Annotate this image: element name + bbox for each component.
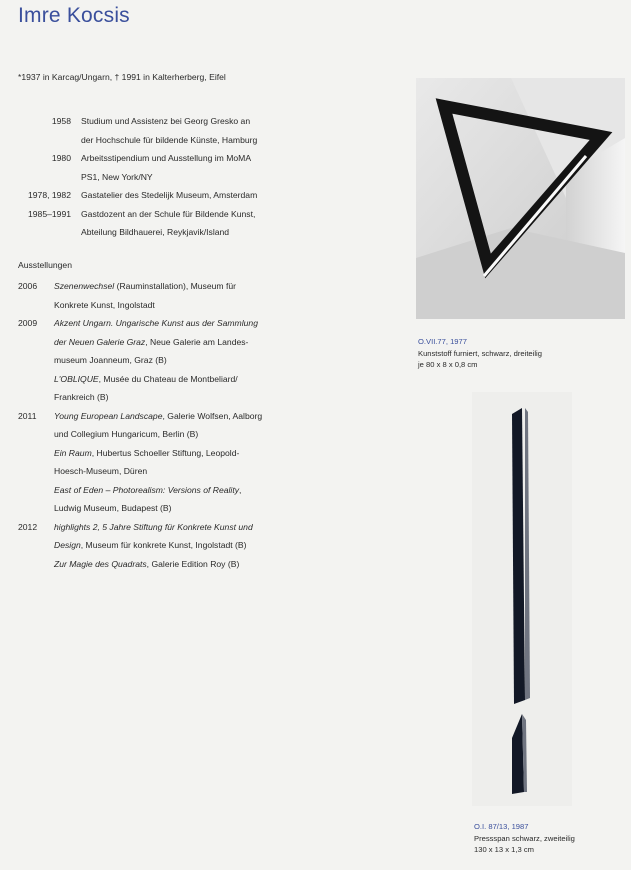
exhibition-title: Ein Raum (54, 447, 92, 458)
artwork-material: Kunststoff furniert, schwarz, dreiteilig (418, 348, 542, 358)
exhibition-line (54, 518, 338, 537)
exhibition-line (54, 499, 338, 518)
exhibition-detail: , Musée du Chateau de Montbeliard/ (98, 373, 238, 384)
bio-entry (18, 205, 338, 242)
bio-line: Gastatelier des Stedelijk Museum, Amsterdam (81, 190, 258, 200)
bio-line: Arbeitsstipendium und Ausstellung im MoMA (81, 153, 252, 163)
bio-year: 1980 (51, 153, 71, 163)
exhibition-title: Young European Landscape (54, 410, 163, 421)
exhibition-title: highlights 2, 5 Jahre Stiftung für Konkrete Kunst und (54, 521, 253, 532)
artwork-dimensions: 130 x 13 x 1,3 cm (474, 845, 534, 854)
exhibition-entry (18, 277, 338, 314)
exhibition-line (54, 388, 338, 407)
exhibition-title: L'OBLIQUE (54, 373, 99, 384)
bio-year: 1985–1991 (27, 208, 71, 219)
exhibitions-list (18, 277, 338, 573)
exhibition-line (54, 314, 338, 333)
bio-year: 1978, 1982 (27, 190, 71, 200)
exhibition-detail: , Museum für konkrete Kunst, Ingolstadt (B) (80, 540, 247, 550)
bio-line: der Hochschule für bildende Künste, Hamburg (81, 134, 258, 145)
exhibition-year: 2009 (18, 318, 38, 328)
exhibition-entry (18, 314, 338, 407)
exhibition-line (54, 481, 338, 500)
exhibition-detail: , (239, 484, 242, 495)
artwork-ref: O.I. 87/13, 1987 (474, 822, 529, 831)
bio-text (81, 205, 338, 242)
artwork-photo-bars (472, 392, 572, 806)
exhibition-detail: und Collegium Hungaricum, Berlin (B) (54, 429, 199, 439)
exhibition-detail: , Hubertus Schoeller Stiftung, Leopold- (91, 447, 240, 458)
exhibition-title: Akzent Ungarn. Ungarische Kunst aus der Sammlung (54, 318, 258, 328)
exhibition-line (54, 555, 338, 574)
bio-text (81, 149, 338, 186)
exhibition-title: Zur Magie des Quadrats (54, 558, 147, 569)
exhibition-entry (18, 407, 338, 518)
exhibition-title: Design (54, 540, 81, 550)
artwork-ref: O.VII.77, 1977 (418, 337, 467, 346)
bio-text (81, 186, 338, 205)
birth-line: *1937 in Karcag/Ungarn, † 1991 in Kalterherberg, Eifel (18, 72, 226, 82)
exhibition-year: 2011 (18, 410, 37, 421)
bio-entry (18, 186, 338, 205)
exhibition-line (54, 333, 338, 352)
exhibition-detail: museum Joanneum, Graz (B) (54, 355, 167, 365)
exhibition-detail: , Galerie Edition Roy (B) (146, 558, 240, 569)
bio-line: Abteilung Bildhauerei, Reykjavik/Island (81, 227, 230, 237)
bio-year: 1958 (51, 116, 71, 126)
exhibition-detail: Konkrete Kunst, Ingolstadt (54, 299, 155, 310)
bio-line: Gastdozent an der Schule für Bildende Kunst, (81, 208, 256, 219)
exhibition-line (54, 407, 338, 426)
artwork-material: Pressspan schwarz, zweiteilig (474, 833, 575, 843)
exhibition-line (54, 536, 338, 555)
exhibition-line (54, 351, 338, 370)
page-title: Imre Kocsis (18, 4, 130, 27)
bio-text (81, 112, 338, 149)
exhibition-title: East of Eden – Photorealism: Versions of Reality (54, 484, 240, 495)
exhibition-detail: (Rauminstallation), Museum für (114, 281, 236, 291)
exhibition-line (54, 277, 338, 296)
artwork-caption-2 (474, 821, 575, 856)
exhibition-detail: Frankreich (B) (54, 392, 109, 402)
bio-entry (18, 149, 338, 186)
exhibition-line (54, 462, 338, 481)
bio-entry (18, 112, 338, 149)
exhibition-year: 2006 (18, 281, 38, 291)
exhibition-line (54, 444, 338, 463)
exhibition-detail: Hoesch-Museum, Düren (54, 466, 148, 476)
exhibition-detail: , Galerie Wolfsen, Aalborg (162, 410, 263, 421)
exhibition-year: 2012 (18, 521, 38, 532)
bars-artwork-image (472, 392, 572, 806)
exhibition-entry (18, 518, 338, 574)
exhibition-title: der Neuen Galerie Graz (54, 336, 146, 347)
exhibition-line (54, 425, 338, 444)
exhibition-detail: Ludwig Museum, Budapest (B) (54, 503, 172, 513)
artwork-dimensions: je 80 x 8 x 0,8 cm (418, 360, 478, 369)
exhibitions-heading: Ausstellungen (18, 260, 72, 270)
exhibition-line (54, 370, 338, 389)
triangle-artwork-image (416, 78, 625, 319)
bio-line: Studium und Assistenz bei Georg Gresko an (81, 116, 251, 126)
artwork-photo-triangle (416, 78, 625, 319)
bio-line: PS1, New York/NY (81, 171, 153, 182)
biography-list (18, 112, 338, 242)
artwork-caption-1 (418, 336, 542, 371)
exhibition-line (54, 296, 338, 315)
exhibition-title: Szenenwechsel (54, 281, 115, 291)
exhibition-detail: , Neue Galerie am Landes- (145, 336, 249, 347)
